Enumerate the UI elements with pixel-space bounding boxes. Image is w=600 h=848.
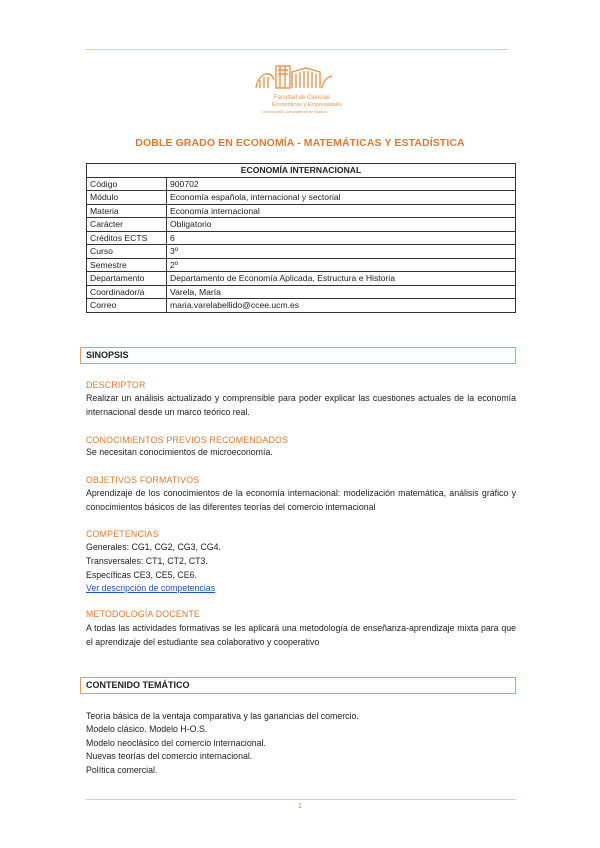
previos-text: Se necesitan conocimientos de microeconomía. (86, 447, 273, 457)
table-row: Semestre 2º (87, 258, 516, 272)
competencias-generales: Generales: CG1, CG2, CG3, CG4. (86, 542, 221, 552)
table-row: Correo maria.varelabellido@ccee.ucm.es (87, 299, 516, 313)
descriptor-text: Realizar un análisis actualizado y comprensible para poder explicar las cuestiones actuales de la economía internacional desde un marco teórico real. (86, 393, 516, 417)
table-row: Coordinador/a Varela, María (87, 285, 516, 299)
sinopsis-title: SINOPSIS (86, 350, 129, 360)
table-heading: ECONOMÍA INTERNACIONAL (87, 164, 516, 178)
course-info-table (86, 163, 516, 313)
faculty-logo (250, 58, 342, 116)
competencias-label: COMPETENCIAS (86, 529, 159, 539)
table-row: Créditos ECTS 6 (87, 231, 516, 245)
logo-line-2: Económicas y Empresariales (272, 102, 342, 108)
metodologia-text: A todas las actividades formativas se les aplicará una metodología de enseñanza-aprendizaje mixta para que el aprendizaje del estudiante sea colaborativo y cooperativo (86, 623, 516, 647)
table-row: Código 900702 (87, 177, 516, 191)
page-title: DOBLE GRADO EN ECONOMÍA - MATEMÁTICAS Y ESTADÍSTICA (135, 137, 465, 149)
building-logo-icon (250, 58, 342, 116)
table-row: Materia Economía internacional (87, 204, 516, 218)
list-item: Teoría básica de la ventaja comparativa y las ganancias del comercio. (86, 711, 359, 721)
footer-rule (86, 799, 516, 800)
table-row: Módulo Economía española, internacional y sectorial (87, 191, 516, 205)
competencias-link[interactable]: Ver descripción de competencias (86, 583, 216, 593)
table-row: Carácter Obligatorio (87, 218, 516, 232)
competencias-transversales: Transversales: CT1, CT2, CT3. (86, 556, 208, 566)
competencias-especificas: Específicas CE3, CE5, CE6. (86, 570, 197, 580)
table-row: Departamento Departamento de Economía Aplicada, Estructura e Historia (87, 272, 516, 286)
list-item: Modelo neoclásico del comercio internacional. (86, 738, 266, 748)
header-rule (86, 49, 508, 50)
logo-line-3: Universidad Complutense de Madrid (262, 109, 327, 114)
table-row: Curso 3º (87, 245, 516, 259)
logo-line-1: Facultad de Ciencias (274, 95, 331, 101)
list-item: Modelo clásico. Modelo H-O.S. (86, 724, 208, 734)
list-item: Nuevas teorías del comercio internacional. (86, 751, 253, 761)
page-number: 1 (298, 803, 302, 810)
metodologia-label: METODOLOGÍA DOCENTE (86, 609, 201, 619)
descriptor-label: DESCRIPTOR (86, 380, 146, 390)
previos-label: CONOCIMIENTOS PREVIOS RECOMENDADOS (86, 435, 289, 445)
list-item: Política comercial. (86, 765, 158, 775)
objetivos-text: Aprendizaje de los conocimientos de la economía internacional: modelización matemática, análisis gráfico y conocimientos básicos de las diferentes teorías del comercio internacional (86, 488, 516, 512)
objetivos-label: OBJETIVOS FORMATIVOS (86, 475, 200, 485)
sinopsis-header (80, 347, 516, 364)
contenido-title: CONTENIDO TEMÁTICO (86, 680, 190, 690)
contenido-header (80, 677, 516, 694)
